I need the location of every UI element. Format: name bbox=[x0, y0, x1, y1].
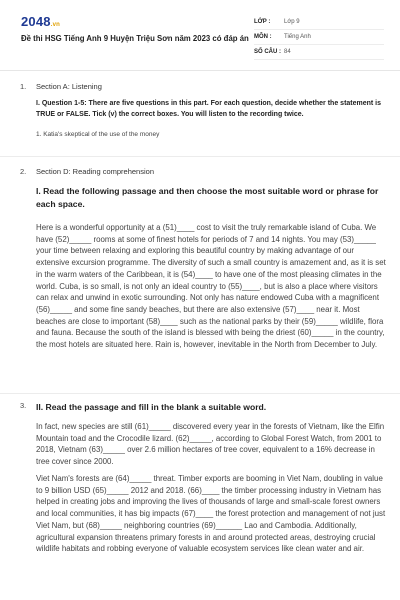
meta-label-class: LỚP : bbox=[254, 19, 271, 25]
section-title: Section D: Reading comprehension bbox=[36, 167, 154, 176]
meta-row-class bbox=[254, 15, 384, 30]
section-number: 1. bbox=[20, 82, 27, 91]
divider bbox=[0, 156, 400, 157]
meta-row-question-count bbox=[254, 45, 384, 60]
logo-text: 2048 bbox=[21, 14, 51, 29]
document-title: Đề thi HSG Tiếng Anh 9 Huyện Triệu Sơn năm 2023 có đáp án bbox=[21, 34, 249, 43]
page-header bbox=[0, 0, 400, 71]
document-meta bbox=[254, 15, 384, 60]
reading-passage: Here is a wonderful opportunity at a (51)____ cost to visit the truly remarkable island of Cuba. We have (52)_____ rooms at some of finest hotels for periods of 7 and 14 nights. You may (53)_____ your time between relaxing and exploring this beautiful country by making advantage of our extensive excursion programme. The diversity of such a small country is amazement and, as it is set in the warm waters of the Caribbean, it is (54)____ to have one of the most pleasing climates in the world. Cuba, is so small, is not only an ideal country to (55)____, but is also a place where visitors can relax and unwind in exotic surrounding. Not only has nature endowed Cuba with a magnificent (56)_____ and some fine sandy beaches, but there are also extensive (57)____ near it. Most beaches are close to important (58)____ such as the national parks by their (59)_____ wildlife, flora and fauna. Because the south of the island is blessed with being the driest (60)_____ in the country, the most hotels are situated here. Rain is, however, inevitable in the North from December to July. bbox=[36, 223, 386, 350]
site-logo[interactable] bbox=[21, 14, 60, 29]
exercise-heading: I. Read the following passage and then choose the most suitable word or phrase for each space. bbox=[36, 186, 379, 209]
section-number: 3. bbox=[20, 401, 27, 410]
meta-value-class: Lớp 9 bbox=[284, 19, 300, 25]
meta-value-question-count: 84 bbox=[284, 49, 291, 55]
section-listening bbox=[20, 82, 388, 152]
exercise-heading: II. Read the passage and fill in the blank a suitable word. bbox=[36, 402, 267, 412]
passage-paragraph-2: Viet Nam's forests are (64)_____ threat. Timber exports are booming in Viet Nam, doubling in value to 9 billion USD (65)_____ 2012 and 2018. (66)____ the timber processing industry in Vietnam has helped in creating jobs and improving the lives of thousands of large and small-scale forest owners and local communities, it has big impacts (67)____ the forest protection and management of not just Viet Nam, but (68)_____ neighboring countries (69)______ Lao and Cambodia. Additionally, agricultural expansion threatens primary forests in and around protected areas, destroying crucial wildlife habitats and robbing everyone of valuable ecosystem services like clean water and air. bbox=[36, 474, 386, 554]
meta-label-question-count: SỐ CÂU : bbox=[254, 49, 281, 55]
section-fill-blank bbox=[20, 401, 388, 600]
section-number: 2. bbox=[20, 167, 27, 176]
section-reading bbox=[20, 167, 388, 397]
meta-label-subject: MÔN : bbox=[254, 34, 272, 40]
divider bbox=[0, 393, 400, 394]
meta-value-subject: Tiếng Anh bbox=[284, 34, 311, 40]
logo-tld: .vn bbox=[50, 22, 61, 28]
section-instruction: I. Question 1-5: There are five questions in this part. For each question, decide whether the statement is TRUE or FALSE. Tick (v) the correct boxes. You will listen to the recording twice. bbox=[36, 100, 382, 118]
question-item: 1. Katia's skeptical of the use of the money bbox=[36, 131, 160, 138]
passage-paragraph-1: In fact, new species are still (61)_____ discovered every year in the forests of Vietnam, like the Elfin Mountain toad and the Crocodile lizard. (62)_____, according to Global Forest Watch, from 2001 to 2018, Vietnam (63)_____ over 2.6 million hectares of tree cover, equivalent to a 16% decrease in tree cover since 2000. bbox=[36, 422, 385, 467]
section-title: Section A: Listening bbox=[36, 82, 102, 91]
meta-row-subject bbox=[254, 30, 384, 45]
